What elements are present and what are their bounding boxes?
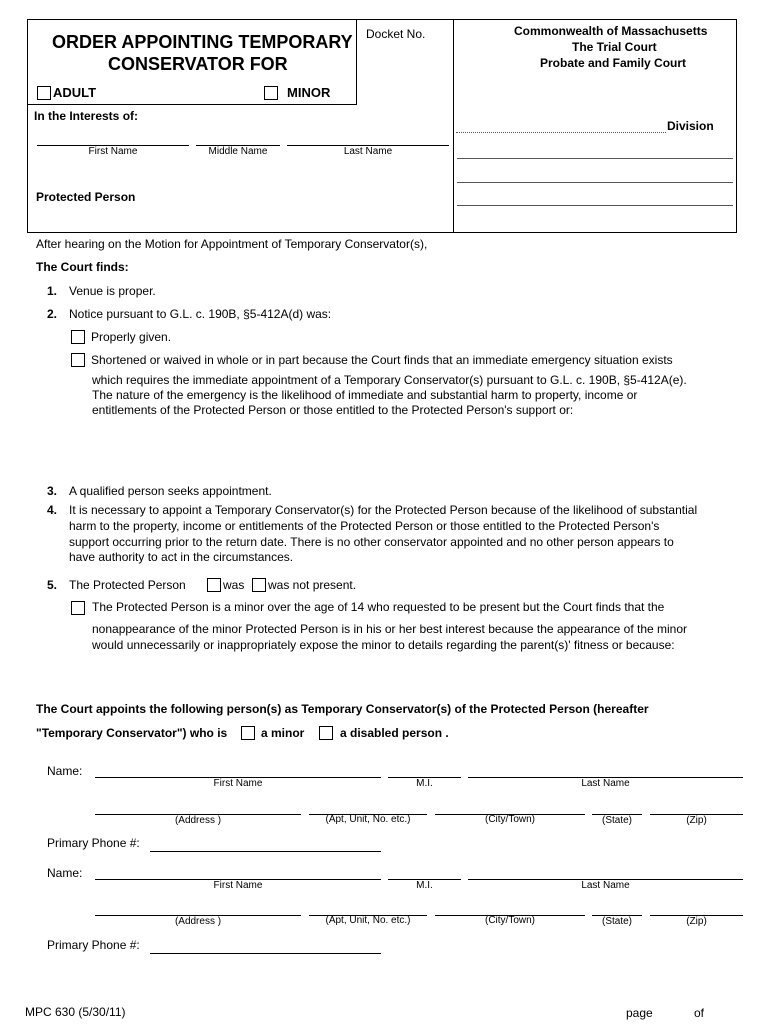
- item3-number: 3.: [47, 484, 58, 498]
- city-caption-1: (City/Town): [484, 814, 535, 825]
- minor-over-14-line2: nonappearance of the minor Protected Person is in his or her best interest because the appearance of the minor: [92, 622, 688, 636]
- court-name-line1: Commonwealth of Massachusetts: [514, 24, 708, 38]
- address-caption-1: (Address ): [174, 815, 222, 826]
- last-name-caption-2: Last Name: [581, 880, 630, 891]
- of-label: of: [694, 1006, 705, 1020]
- last-name-caption: Last Name: [343, 146, 393, 157]
- name-label-1: Name:: [47, 764, 83, 778]
- apt-caption-2: (Apt, Unit, No. etc.): [325, 915, 411, 926]
- item5-number: 5.: [47, 578, 58, 592]
- division-field[interactable]: [456, 132, 666, 133]
- shortened-waived-line1: Shortened or waived in whole or in part because the Court finds that an immediate emergency situation exists: [91, 353, 673, 367]
- a-minor-checkbox[interactable]: [241, 726, 255, 740]
- city-caption-2: (City/Town): [484, 915, 535, 926]
- page-label: page: [626, 1006, 653, 1020]
- docket-divider: [356, 19, 357, 105]
- intro-text: After hearing on the Motion for Appointment of Temporary Conservator(s),: [36, 237, 428, 251]
- shortened-waived-checkbox[interactable]: [71, 353, 85, 367]
- item3-text: A qualified person seeks appointment.: [69, 484, 272, 498]
- item4-line1: It is necessary to appoint a Temporary Conservator(s) for the Protected Person because of the likelihood of substantial: [69, 503, 698, 517]
- zip-caption-2: (Zip): [686, 916, 707, 927]
- first-name-caption-2: First Name: [213, 880, 263, 891]
- court-divider: [453, 19, 454, 233]
- protected-person-label: Protected Person: [36, 190, 136, 204]
- form-title-line1: ORDER APPOINTING TEMPORARY: [52, 32, 353, 52]
- item4-line3: support occurring prior to the return date. There is no other conservator appointed and no other person appears to: [69, 535, 674, 549]
- appoints-line2: "Temporary Conservator") who is: [36, 726, 228, 740]
- form-title-line2: CONSERVATOR FOR: [108, 54, 288, 74]
- was-label: was: [223, 578, 245, 592]
- properly-given-text: Properly given.: [91, 330, 172, 344]
- court-finds-heading: The Court finds:: [36, 260, 129, 274]
- shortened-waived-line4: entitlements of the Protected Person or those entitled to the Protected Person's support or:: [92, 403, 574, 417]
- item5-prefix: The Protected Person: [69, 578, 186, 592]
- adult-checkbox[interactable]: [37, 86, 51, 100]
- was-not-label: was not present.: [268, 578, 357, 592]
- court-address-line-1[interactable]: [457, 158, 733, 159]
- a-disabled-label: a disabled person .: [340, 726, 449, 740]
- appoints-line1: The Court appoints the following person(s) as Temporary Conservator(s) of the Protected Person (hereafter: [36, 702, 649, 716]
- mi-caption-2: M.I.: [416, 880, 433, 891]
- was-present-checkbox[interactable]: [207, 578, 221, 592]
- item2-text: Notice pursuant to G.L. c. 190B, §5-412A(d) was:: [69, 307, 332, 321]
- state-caption-1: (State): [601, 815, 632, 826]
- state-caption-2: (State): [601, 916, 632, 927]
- mi-caption-1: M.I.: [416, 778, 433, 789]
- item4-line2: harm to the property, income or entitlements of the Protected Person or those entitled to the Protected Person's: [69, 519, 660, 533]
- minor-over-14-line1: The Protected Person is a minor over the age of 14 who requested to be present but the Court finds that the: [92, 600, 665, 614]
- last-name-caption-1: Last Name: [581, 778, 630, 789]
- minor-checkbox[interactable]: [264, 86, 278, 100]
- first-name-caption: First Name: [88, 146, 138, 157]
- phone-field-2[interactable]: [150, 953, 381, 954]
- properly-given-checkbox[interactable]: [71, 330, 85, 344]
- phone-label-2: Primary Phone #:: [47, 938, 140, 952]
- header-divider: [27, 104, 356, 105]
- item4-line4: have authority to act in the circumstances.: [69, 550, 294, 564]
- court-address-line-3[interactable]: [457, 205, 733, 206]
- item1-number: 1.: [47, 284, 58, 298]
- form-id: MPC 630 (5/30/11): [25, 1005, 126, 1019]
- zip-caption-1: (Zip): [686, 815, 707, 826]
- name-label-2: Name:: [47, 866, 83, 880]
- division-label: Division: [667, 119, 714, 133]
- was-not-present-checkbox[interactable]: [252, 578, 266, 592]
- apt-caption-1: (Apt, Unit, No. etc.): [325, 814, 411, 825]
- court-name-line3: Probate and Family Court: [540, 56, 687, 70]
- court-address-line-2[interactable]: [457, 182, 733, 183]
- minor-label: MINOR: [287, 85, 331, 100]
- first-name-caption-1: First Name: [213, 778, 263, 789]
- address-caption-2: (Address ): [174, 916, 222, 927]
- phone-field-1[interactable]: [150, 851, 381, 852]
- phone-label-1: Primary Phone #:: [47, 836, 140, 850]
- middle-name-caption: Middle Name: [208, 146, 268, 157]
- adult-label: ADULT: [53, 85, 97, 100]
- item2-number: 2.: [47, 307, 58, 321]
- court-name-line2: The Trial Court: [572, 40, 657, 54]
- docket-label: Docket No.: [366, 27, 426, 41]
- a-minor-label: a minor: [261, 726, 305, 740]
- shortened-waived-line3: The nature of the emergency is the likelihood of immediate and substantial harm to property, income or: [92, 388, 638, 402]
- item1-text: Venue is proper.: [69, 284, 156, 298]
- shortened-waived-line2: which requires the immediate appointment of a Temporary Conservator(s) pursuant to G.L. c. 190B, §5-412A(e).: [92, 373, 687, 387]
- minor-over-14-checkbox[interactable]: [71, 601, 85, 615]
- a-disabled-checkbox[interactable]: [319, 726, 333, 740]
- minor-over-14-line3: would unnecessarily or inappropriately expose the minor to details regarding the parent(s)' fitness or because:: [92, 638, 675, 652]
- item4-number: 4.: [47, 503, 58, 517]
- interests-label: In the Interests of:: [34, 109, 139, 123]
